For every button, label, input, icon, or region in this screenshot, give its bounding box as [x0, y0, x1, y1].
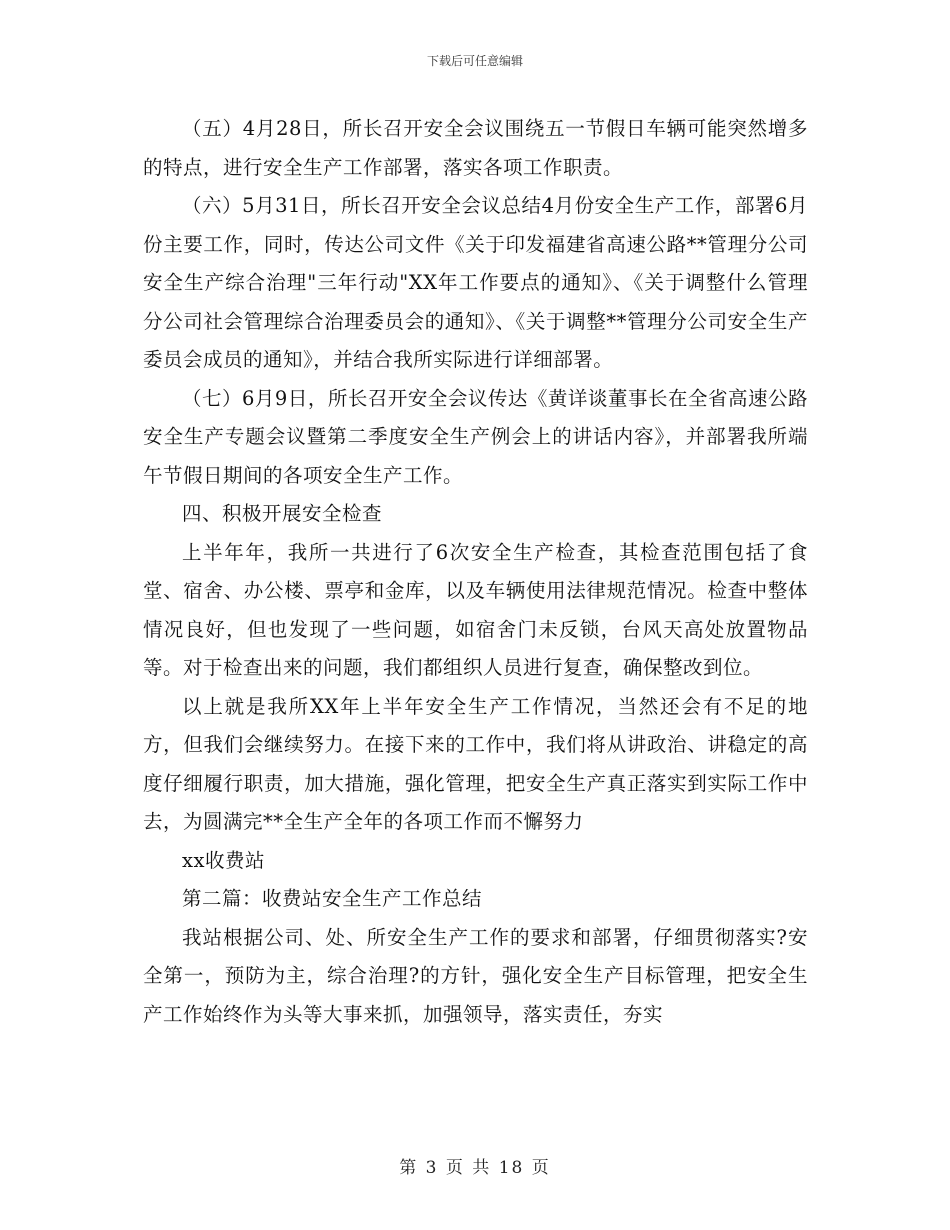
document-body: [143, 110, 808, 1034]
paragraph-item-6: （六）5月31日，所长召开安全会议总结4月份安全生产工作，部署6月份主要工作，同时，传达公司文件《关于印发福建省高速公路**管理分公司安全生产综合治理"三年行动"XX年工作要点的通知》、《关于调整什么管理分公司社会管理综合治理委员会的通知》、《关于调整**管理分公司安全生产委员会成员的通知》，并结合我所实际进行详细部署。: [143, 194, 808, 371]
paragraph-inspection: 上半年年，我所一共进行了6次安全生产检查，其检查范围包括了食堂、宿舍、办公楼、票亭和金库，以及车辆使用法律规范情况。检查中整体情况良好，但也发现了一些问题，如宿舍门未反锁，台风天高处放置物品等。对于检查出来的问题，我们都组织人员进行复查，确保整改到位。: [143, 540, 808, 679]
section-2-title: 第二篇：收费站安全生产工作总结: [182, 887, 483, 910]
paragraph-item-5: （五）4月28日，所长召开安全会议围绕五一节假日车辆可能突然增多的特点，进行安全生产工作部署，落实各项工作职责。: [143, 117, 808, 179]
paragraph-section-2-intro: 我站根据公司、处、所安全生产工作的要求和部署，仔细贯彻落实?安全第一，预防为主，综合治理?的方针，强化安全生产目标管理，把安全生产工作始终作为头等大事来抓，加强领导，落实责任，夯实: [143, 925, 808, 1026]
section-heading-4: 四、积极开展安全检查: [182, 502, 383, 525]
page-header: 下载后可任意编辑: [426, 54, 523, 68]
page-footer: 第 3 页 共 18 页: [399, 1158, 551, 1178]
paragraph-conclusion: 以上就是我所XX年上半年安全生产工作情况，当然还会有不足的地方，但我们会继续努力。在接下来的工作中，我们将从讲政治、讲稳定的高度仔细履行职责，加大措施，强化管理，把安全生产真正落实到实际工作中去，为圆满完**全生产全年的各项工作而不懈努力: [143, 694, 808, 833]
signature-line: xx收费站: [182, 848, 265, 872]
paragraph-item-7: （七）6月9日，所长召开安全会议传达《黄详谈董事长在全省高速公路安全生产专题会议暨第二季度安全生产例会上的讲话内容》，并部署我所端午节假日期间的各项安全生产工作。: [143, 386, 808, 487]
